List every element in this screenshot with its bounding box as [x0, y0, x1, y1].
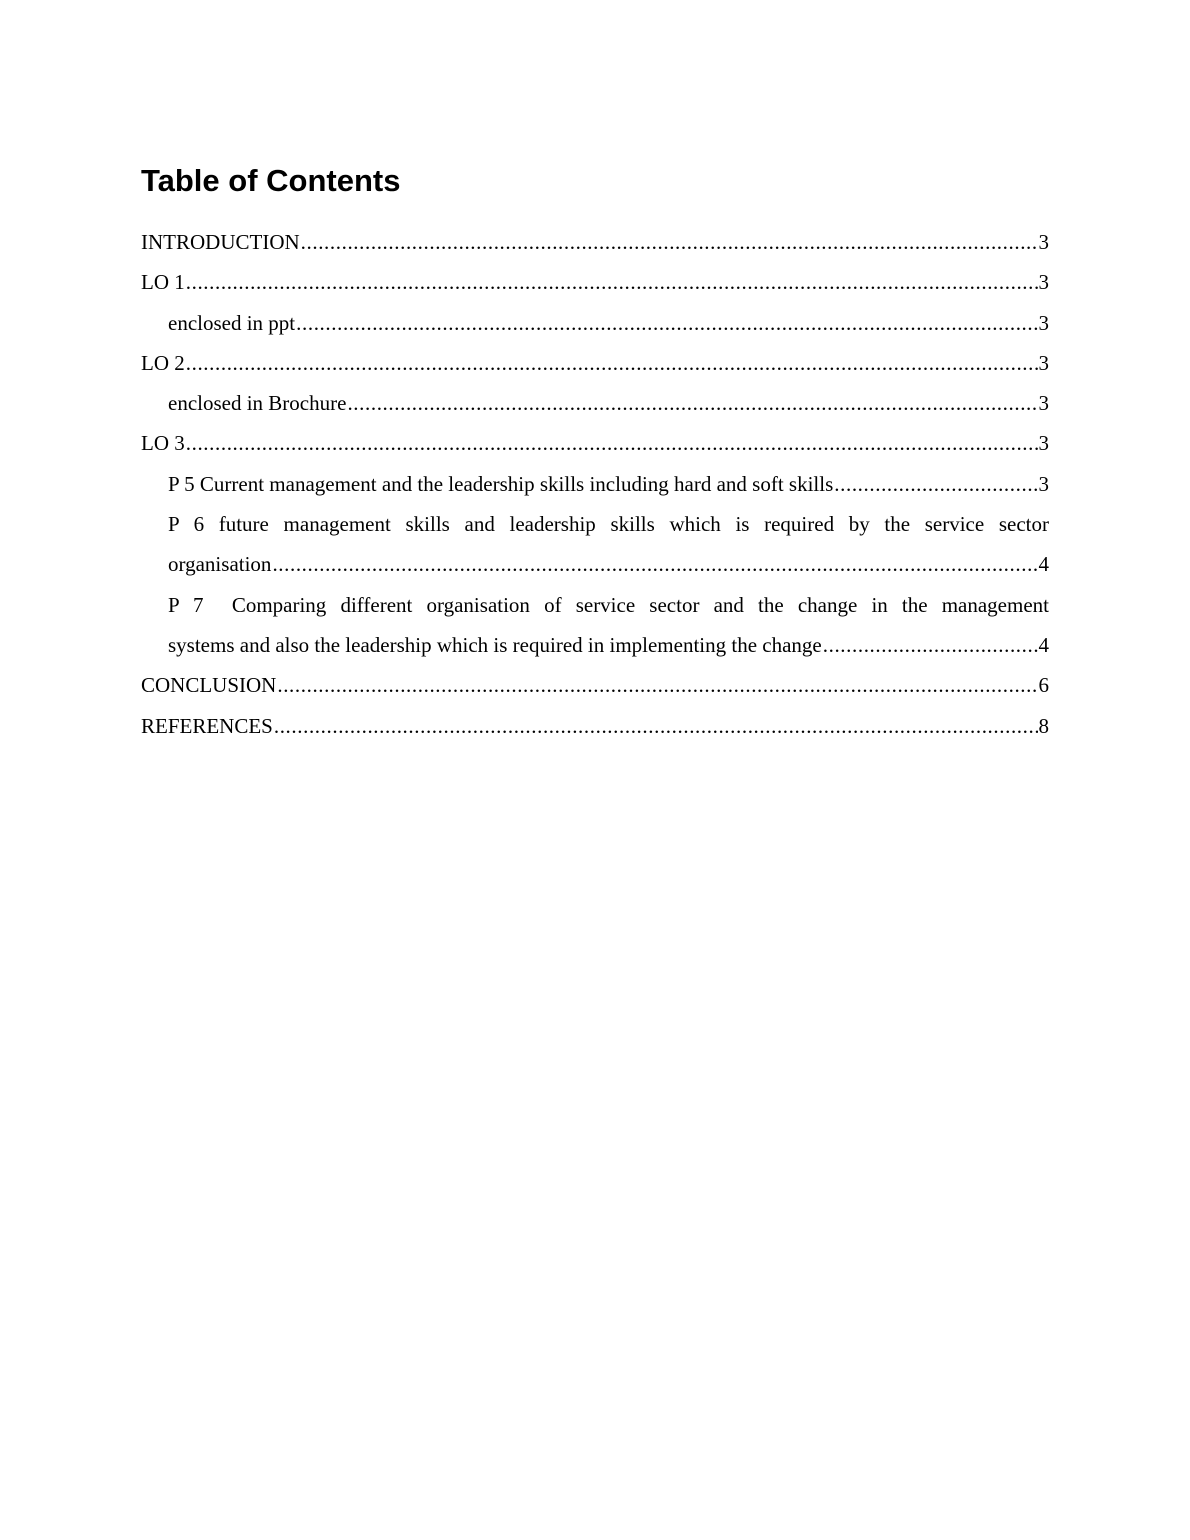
toc-page-number: 3 — [1038, 230, 1049, 254]
toc-entry-enclosed-in-brochure[interactable] — [141, 383, 1049, 423]
toc-entry-conclusion[interactable] — [141, 665, 1049, 705]
toc-entry-lo2[interactable] — [141, 343, 1049, 383]
toc-entry-introduction[interactable] — [141, 222, 1049, 262]
toc-entry-p7[interactable] — [141, 585, 1049, 666]
toc-page-number: 3 — [1038, 350, 1049, 375]
toc-entry-text-line2: systems and also the leadership which is required in implementing the change — [168, 632, 822, 657]
toc-page-number: 6 — [1038, 673, 1049, 698]
toc-entry-text: LO 3 — [141, 431, 185, 456]
toc-entry-text: LO 2 — [141, 350, 185, 375]
toc-page-number: 3 — [1038, 310, 1049, 335]
dot-leader — [274, 706, 1038, 746]
toc-entry-enclosed-in-ppt[interactable] — [141, 303, 1049, 343]
toc-entry-text: REFERENCES — [141, 713, 273, 738]
toc-page-number: 4 — [1038, 552, 1049, 577]
dot-leader — [186, 343, 1038, 383]
toc-entry-text: P 5 Current management and the leadership skills including hard and soft skills — [168, 471, 834, 496]
toc-page-number: 3 — [1038, 471, 1049, 496]
toc-page-number: 3 — [1038, 391, 1049, 416]
toc-page-number: 8 — [1038, 713, 1049, 738]
toc-entry-text-line1: P 7 Comparing different organisation of service sector and the change in the management — [168, 592, 1049, 617]
dot-leader — [347, 383, 1037, 423]
dot-leader — [186, 423, 1038, 463]
table-of-contents — [141, 222, 1049, 746]
toc-entry-text: enclosed in ppt — [168, 310, 296, 335]
dot-leader — [301, 222, 1038, 262]
toc-entry-text: CONCLUSION — [141, 673, 277, 698]
toc-page-number: 4 — [1038, 632, 1049, 657]
toc-entry-references[interactable] — [141, 706, 1049, 746]
toc-entry-lo3[interactable] — [141, 423, 1049, 463]
toc-entry-text: INTRODUCTION — [141, 230, 300, 254]
toc-heading: Table of Contents — [141, 163, 401, 198]
toc-entry-p5[interactable] — [141, 464, 1049, 504]
dot-leader — [823, 625, 1038, 665]
dot-leader — [277, 665, 1037, 705]
toc-entry-text-line2: organisation — [168, 552, 272, 577]
toc-entry-text: enclosed in Brochure — [168, 391, 347, 416]
dot-leader — [834, 464, 1037, 504]
toc-entry-p6[interactable] — [141, 504, 1049, 585]
dot-leader — [272, 544, 1037, 584]
toc-page-number: 3 — [1038, 431, 1049, 456]
dot-leader — [296, 303, 1037, 343]
dot-leader — [186, 262, 1038, 302]
toc-entry-lo1[interactable] — [141, 262, 1049, 302]
toc-entry-text: LO 1 — [141, 270, 185, 295]
toc-page-number: 3 — [1038, 270, 1049, 295]
toc-entry-text-line1: P 6 future management skills and leadership skills which is required by the service sector — [168, 512, 1049, 537]
